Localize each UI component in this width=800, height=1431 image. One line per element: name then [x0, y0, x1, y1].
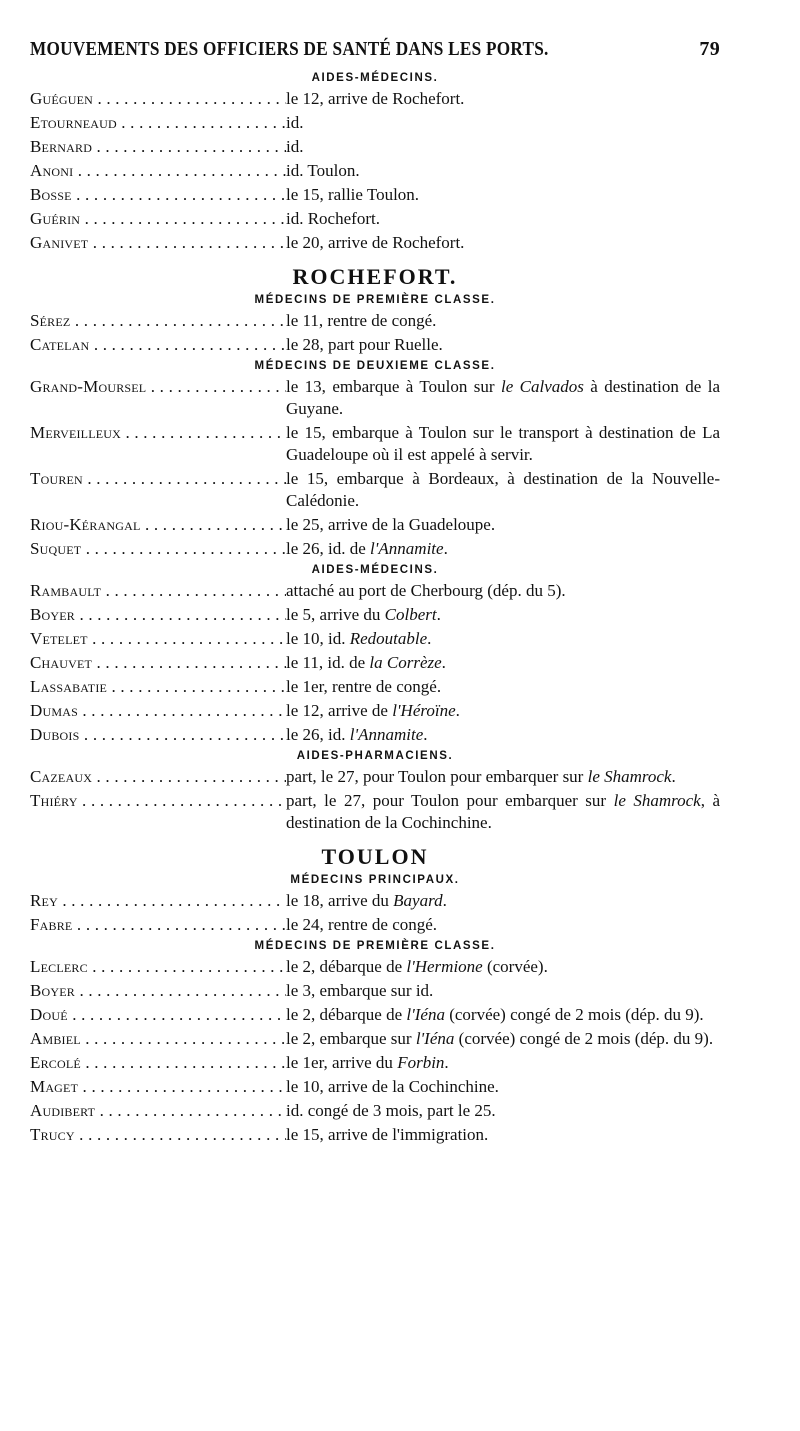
- page-number: 79: [699, 38, 720, 60]
- officer-name: Chauvet . . .: [30, 652, 286, 674]
- description-text: .: [444, 1053, 449, 1072]
- description-text: .: [442, 891, 447, 910]
- description-text: le 2, débarque de: [286, 1005, 407, 1024]
- officer-name: Catelan . . .: [30, 334, 286, 356]
- entry-row: [30, 766, 720, 788]
- description-text: (corvée) congé de 2 mois (dép. du 9).: [454, 1029, 714, 1048]
- description-text: le 5, arrive du: [286, 605, 385, 624]
- movement-description: [286, 628, 720, 650]
- description-text: le 24, rentre de congé.: [286, 915, 438, 934]
- description-text: .: [443, 539, 448, 558]
- movement-description: [286, 914, 720, 936]
- page: [30, 38, 720, 1148]
- movement-description: [286, 652, 720, 674]
- rank-heading: MÉDECINS DE PREMIÈRE CLASSE.: [254, 940, 496, 952]
- description-text: , à destination de la Cochinchine.: [286, 791, 721, 832]
- officer-name: Grand-Moursel . . .: [30, 376, 286, 420]
- ship-name: l'Annamite: [370, 539, 444, 558]
- officer-name: Guérin . . .: [30, 208, 286, 230]
- description-text: le 12, arrive de Rochefort.: [286, 89, 465, 108]
- movement-description: [286, 1028, 720, 1050]
- officer-name: Rambault . . .: [30, 580, 286, 602]
- description-text: part, le 27, pour Toulon pour embarquer sur: [286, 791, 614, 810]
- entry-row: [30, 208, 720, 230]
- movement-description: [286, 422, 720, 466]
- movement-description: [286, 514, 720, 536]
- description-text: le 20, arrive de Rochefort.: [286, 233, 465, 252]
- ship-name: le Shamrock: [587, 767, 672, 786]
- ship-name: le Calvados: [500, 377, 584, 396]
- description-text: le 26, id. de: [286, 539, 371, 558]
- ship-name: la Corrèze: [369, 653, 442, 672]
- description-text: attaché au port de Cherbourg (dép. du 5).: [286, 581, 566, 600]
- officer-name: Doué . . .: [30, 1004, 286, 1026]
- ship-name: le Shamrock: [613, 791, 701, 810]
- description-text: le 18, arrive du: [286, 891, 394, 910]
- rank-heading: AIDES-MÉDECINS.: [311, 72, 439, 84]
- entry-row: [30, 628, 720, 650]
- rank-heading: MÉDECINS PRINCIPAUX.: [290, 874, 460, 886]
- entry-row: [30, 514, 720, 536]
- officer-name: Lassabatie . . .: [30, 676, 286, 698]
- movement-description: [286, 1124, 720, 1146]
- description-text: .: [436, 605, 441, 624]
- movement-description: [286, 112, 720, 134]
- movement-description: [286, 1100, 720, 1122]
- officer-name: Ganivet . . .: [30, 232, 286, 254]
- description-text: le 1er, rentre de congé.: [286, 677, 442, 696]
- description-text: .: [441, 653, 446, 672]
- officer-name: Dubois . . .: [30, 724, 286, 746]
- entry-row: [30, 790, 720, 834]
- rank-heading: AIDES-PHARMACIENS.: [296, 750, 454, 762]
- entry-row: [30, 956, 720, 978]
- movement-description: [286, 310, 720, 332]
- entry-row: [30, 676, 720, 698]
- officer-name: Anoni . . .: [30, 160, 286, 182]
- description-text: le 26, id.: [286, 725, 350, 744]
- entry-row: [30, 160, 720, 182]
- entry-row: [30, 184, 720, 206]
- entry-row: [30, 890, 720, 912]
- officer-name: Sérez . . .: [30, 310, 286, 332]
- entry-row: [30, 652, 720, 674]
- officer-name: Thiéry . . .: [30, 790, 286, 834]
- ship-name: l'Iéna: [415, 1029, 455, 1048]
- entry-row: [30, 334, 720, 356]
- description-text: id.: [286, 113, 304, 132]
- port-heading: ROCHEFORT.: [292, 264, 458, 289]
- document-body: [30, 72, 720, 1146]
- officer-name: Suquet . . .: [30, 538, 286, 560]
- port-heading: TOULON: [321, 844, 429, 869]
- movement-description: [286, 790, 720, 834]
- rank-heading: MÉDECINS DE DEUXIEME CLASSE.: [254, 360, 496, 372]
- movement-description: [286, 136, 720, 158]
- description-text: le 15, embarque à Toulon sur le transport à destination de La Guadeloupe où il est appelé à servir.: [286, 423, 720, 464]
- officer-name: Merveilleux . . .: [30, 422, 286, 466]
- entry-row: [30, 1004, 720, 1026]
- entry-row: [30, 232, 720, 254]
- ship-name: Forbin: [397, 1053, 445, 1072]
- movement-description: [286, 538, 720, 560]
- ship-name: l'Hermione: [406, 957, 483, 976]
- entry-row: [30, 376, 720, 420]
- movement-description: [286, 580, 720, 602]
- description-text: le 3, embarque sur id.: [286, 981, 434, 1000]
- movement-description: [286, 88, 720, 110]
- description-text: le 28, part pour Ruelle.: [286, 335, 443, 354]
- movement-description: [286, 208, 720, 230]
- officer-name: Boyer . . .: [30, 604, 286, 626]
- movement-description: [286, 468, 720, 512]
- description-text: part, le 27, pour Toulon pour embarquer sur: [286, 767, 588, 786]
- officer-name: Audibert . . .: [30, 1100, 286, 1122]
- movement-description: [286, 376, 720, 420]
- entry-row: [30, 1028, 720, 1050]
- officer-name: Cazeaux . . .: [30, 766, 286, 788]
- description-text: le 2, débarque de: [286, 957, 407, 976]
- entry-row: [30, 1124, 720, 1146]
- description-text: (corvée) congé de 2 mois (dép. du 9).: [444, 1005, 704, 1024]
- header-title: MOUVEMENTS DES OFFICIERS DE SANTÉ DANS LES PORTS.: [30, 38, 549, 60]
- entry-row: [30, 422, 720, 466]
- movement-description: [286, 184, 720, 206]
- entry-row: [30, 580, 720, 602]
- rank-heading: MÉDECINS DE PREMIÈRE CLASSE.: [254, 294, 496, 306]
- movement-description: [286, 1076, 720, 1098]
- entry-row: [30, 538, 720, 560]
- description-text: id. Toulon.: [286, 161, 360, 180]
- entry-row: [30, 724, 720, 746]
- description-text: le 15, rallie Toulon.: [286, 185, 420, 204]
- description-text: le 13, embarque à Toulon sur: [286, 377, 501, 396]
- description-text: à destination de la Guyane.: [286, 377, 720, 418]
- movement-description: [286, 724, 720, 746]
- description-text: id.: [286, 137, 304, 156]
- ship-name: Redoutable: [349, 629, 428, 648]
- entry-row: [30, 468, 720, 512]
- officer-name: Touren . . .: [30, 468, 286, 512]
- movement-description: [286, 232, 720, 254]
- movement-description: [286, 160, 720, 182]
- officer-name: Leclerc . . .: [30, 956, 286, 978]
- officer-name: Bernard . . .: [30, 136, 286, 158]
- entry-row: [30, 1100, 720, 1122]
- description-text: .: [455, 701, 460, 720]
- movement-description: [286, 980, 720, 1002]
- officer-name: Dumas . . .: [30, 700, 286, 722]
- ship-name: l'Iéna: [406, 1005, 445, 1024]
- description-text: id. congé de 3 mois, part le 25.: [286, 1101, 496, 1120]
- entry-row: [30, 112, 720, 134]
- officer-name: Bosse . . .: [30, 184, 286, 206]
- ship-name: l'Héroïne: [392, 701, 456, 720]
- entry-row: [30, 700, 720, 722]
- description-text: .: [671, 767, 676, 786]
- description-text: le 11, rentre de congé.: [286, 311, 437, 330]
- description-text: id. Rochefort.: [286, 209, 380, 228]
- description-text: le 25, arrive de la Guadeloupe.: [286, 515, 496, 534]
- ship-name: l'Annamite: [349, 725, 424, 744]
- description-text: le 10, arrive de la Cochinchine.: [286, 1077, 499, 1096]
- movement-description: [286, 956, 720, 978]
- officer-name: Fabre . . .: [30, 914, 286, 936]
- movement-description: [286, 1052, 720, 1074]
- officer-name: Etourneaud . . .: [30, 112, 286, 134]
- movement-description: [286, 766, 720, 788]
- officer-name: Boyer . . .: [30, 980, 286, 1002]
- entry-row: [30, 136, 720, 158]
- entry-row: [30, 310, 720, 332]
- description-text: .: [427, 629, 432, 648]
- description-text: le 2, embarque sur: [286, 1029, 416, 1048]
- officer-name: Ercolé . . .: [30, 1052, 286, 1074]
- officer-name: Vetelet . . .: [30, 628, 286, 650]
- description-text: le 15, arrive de l'immigration.: [286, 1125, 489, 1144]
- officer-name: Guéguen . . .: [30, 88, 286, 110]
- entry-row: [30, 914, 720, 936]
- running-header: [30, 38, 720, 68]
- movement-description: [286, 890, 720, 912]
- officer-name: Riou-Kérangal . . .: [30, 514, 286, 536]
- description-text: le 12, arrive de: [286, 701, 393, 720]
- movement-description: [286, 676, 720, 698]
- description-text: (corvée).: [482, 957, 548, 976]
- movement-description: [286, 1004, 720, 1026]
- rank-heading: AIDES-MÉDECINS.: [311, 564, 439, 576]
- entry-row: [30, 980, 720, 1002]
- officer-name: Trucy . . .: [30, 1124, 286, 1146]
- movement-description: [286, 700, 720, 722]
- description-text: le 11, id. de: [286, 653, 370, 672]
- officer-name: Rey . . .: [30, 890, 286, 912]
- officer-name: Maget . . .: [30, 1076, 286, 1098]
- description-text: .: [423, 725, 428, 744]
- description-text: le 10, id.: [286, 629, 350, 648]
- description-text: le 1er, arrive du: [286, 1053, 398, 1072]
- entry-row: [30, 604, 720, 626]
- movement-description: [286, 604, 720, 626]
- entry-row: [30, 1052, 720, 1074]
- entry-row: [30, 88, 720, 110]
- movement-description: [286, 334, 720, 356]
- entry-row: [30, 1076, 720, 1098]
- ship-name: Bayard: [393, 891, 443, 910]
- officer-name: Ambiel . . .: [30, 1028, 286, 1050]
- ship-name: Colbert: [384, 605, 437, 624]
- description-text: le 15, embarque à Bordeaux, à destination de la Nouvelle-Calédonie.: [286, 469, 720, 510]
